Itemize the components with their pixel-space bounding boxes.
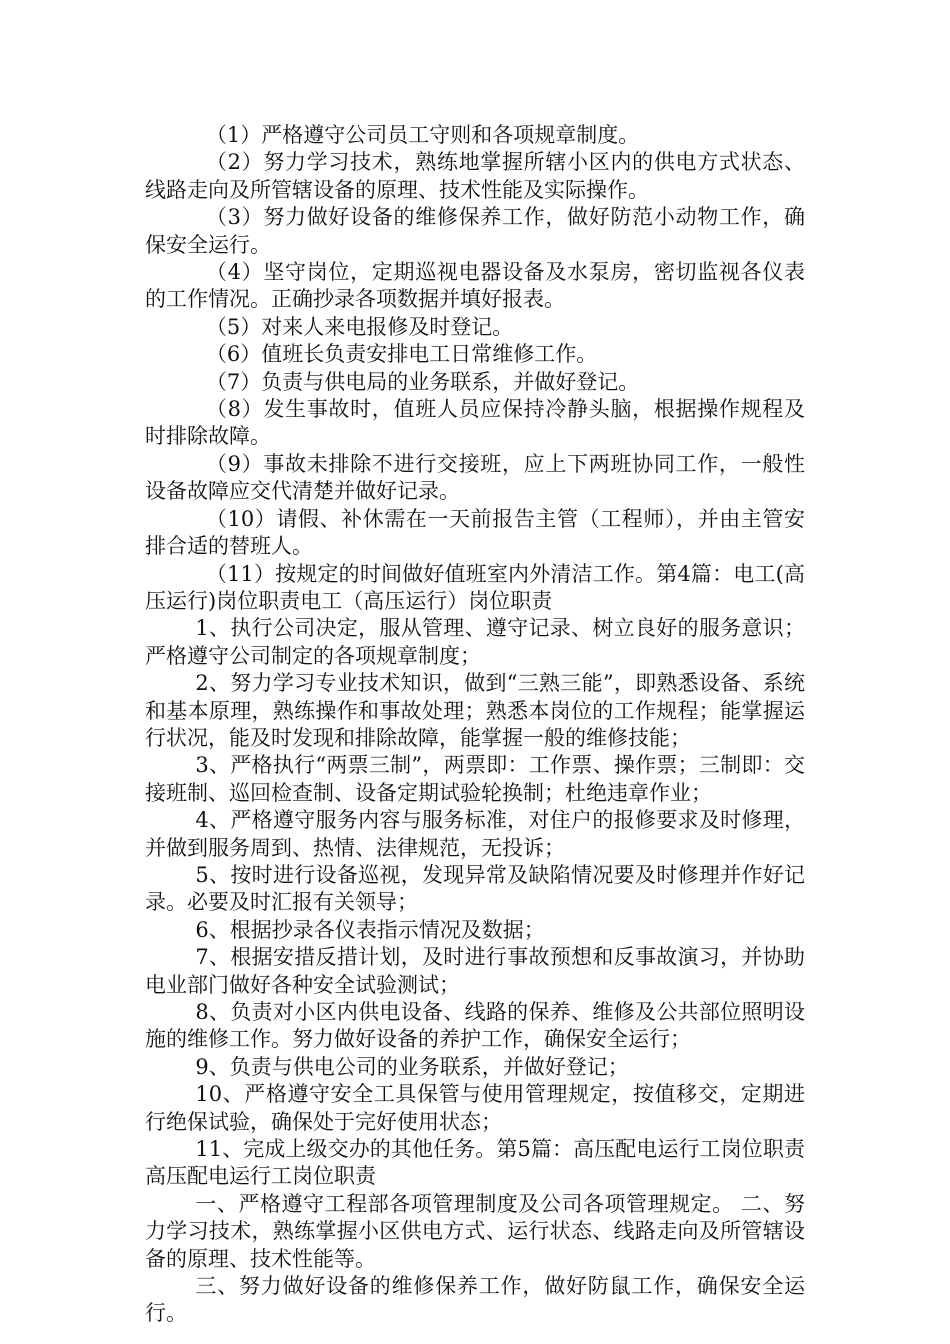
paragraph: 5、按时进行设备巡视，发现异常及缺陷情况要及时修理并作好记录。必要及时汇报有关领导； xyxy=(145,862,805,915)
paragraph: 2、努力学习专业技术知识，做到“三熟三能”，即熟悉设备、系统和基本原理，熟练操作和事故处理；熟悉本岗位的工作规程；能掌握运行状况，能及时发现和排除故障，能掌握一般的维修技能； xyxy=(145,671,805,750)
paragraph: （7）负责与供电局的业务联系，并做好登记。 xyxy=(205,369,640,394)
paragraph: 三、努力做好设备的维修保养工作，做好防鼠工作，确保安全运行。 xyxy=(145,1274,805,1326)
paragraph: （5）对来人来电报修及时登记。 xyxy=(205,314,514,339)
paragraph: （2）努力学习技术，熟练地掌握所辖小区内的供电方式状态、线路走向及所管辖设备的原理、技术性能及实际操作。 xyxy=(145,150,805,202)
paragraph: 9、负责与供电公司的业务联系，并做好登记； xyxy=(195,1054,629,1079)
paragraph: 10、严格遵守安全工具保管与使用管理规定，按值移交，定期进行绝保试验，确保处于完好使用状态； xyxy=(145,1082,805,1134)
paragraph: （8）发生事故时，值班人员应保持冷静头脑，根据操作规程及时排除故障。 xyxy=(145,397,805,449)
paragraph: 一、严格遵守工程部各项管理制度及公司各项管理规定。 二、努力学习技术，熟练掌握小区供电方式、运行状态、线路走向及所管辖设备的原理、技术性能等。 xyxy=(145,1191,805,1271)
paragraph: （6）值班长负责安排电工日常维修工作。 xyxy=(205,342,598,367)
paragraph: 8、负责对小区内供电设备、线路的保养、维修及公共部位照明设施的维修工作。努力做好设备的养护工作，确保安全运行； xyxy=(145,1000,805,1052)
paragraph: （11）按规定的时间做好值班室内外清洁工作。第4篇：电工(高压运行)岗位职责电工（高压运行）岗位职责 xyxy=(145,561,805,613)
paragraph: 11、完成上级交办的其他任务。第5篇：高压配电运行工岗位职责高压配电运行工岗位职责 xyxy=(145,1137,805,1189)
paragraph: （1）严格遵守公司员工守则和各项规章制度。 xyxy=(205,123,640,147)
paragraph: 7、根据安措反措计划，及时进行事故预想和反事故演习，并协助电业部门做好各种安全试验测试； xyxy=(145,945,805,997)
paragraph: 4、严格遵守服务内容与服务标准，对住户的报修要求及时修理，并做到服务周到、热情、法律规范，无投诉； xyxy=(145,808,805,860)
paragraph: 1、执行公司决定，服从管理、遵守记录、树立良好的服务意识；严格遵守公司制定的各项规章制度； xyxy=(145,616,805,668)
paragraph: （10）请假、补休需在一天前报告主管（工程师），并由主管安排合适的替班人。 xyxy=(145,506,805,559)
document-body xyxy=(145,122,805,1328)
paragraph: （4）坚守岗位，定期巡视电器设备及水泵房，密切监视各仪表的工作情况。正确抄录各项数据并填好报表。 xyxy=(145,260,805,312)
paragraph: （9）事故未排除不进行交接班，应上下两班协同工作，一般性设备故障应交代清楚并做好记录。 xyxy=(145,451,805,504)
paragraph: （3）努力做好设备的维修保养工作，做好防范小动物工作，确保安全运行。 xyxy=(145,205,805,257)
paragraph: 6、根据抄录各仪表指示情况及数据； xyxy=(195,917,545,942)
paragraph: 3、严格执行“两票三制”，两票即：工作票、操作票；三制即：交接班制、巡回检查制、设备定期试验轮换制；杜绝违章作业； xyxy=(145,753,805,805)
